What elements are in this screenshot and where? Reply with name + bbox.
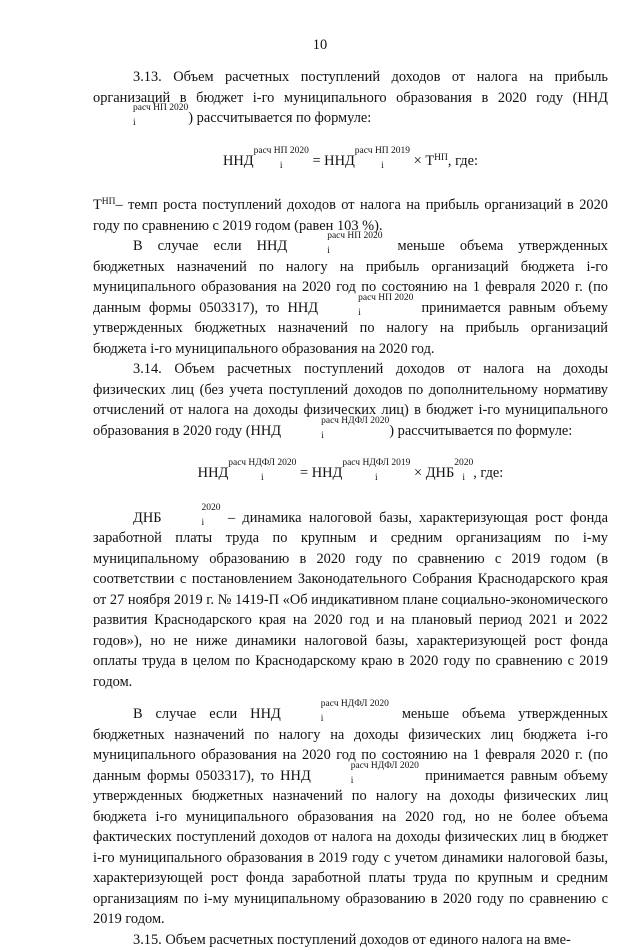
page-number: 10 (0, 35, 640, 56)
document-body (93, 67, 608, 950)
formula-ndfl: ННД расч НДФЛ 2020 i = ННД расч НДФЛ 2019 i × ДНБ 2020 i , где: (93, 463, 608, 484)
index-stack: расч НП 2020 i (93, 108, 188, 126)
section-3-15-intro: 3.15. Объем расчетных поступлений доходов от единого налога на вме- (93, 930, 608, 950)
section-3-14-intro: 3.14. Объем расчетных поступлений доходов от налога на доходы физических лиц (без учета поступлений доходов по дополнительному нормативу отчислений от налога на доходы физических лиц) в бюджет i-го муниципального образования в 2020 году (ННД расч НДФЛ 2020 i ) рассчитывается по формуле: (93, 359, 608, 441)
definition-t-np: $Т^{НП}-$ темп роста поступлений доходов от налога на прибыль организаций в 2020 году по сравнению с 2019 годом (равен 103 %). (93, 195, 608, 236)
formula-np: ННД расч НП 2020 i = ННД расч НП 2019 i × $Т^{НП}$, где: (93, 151, 608, 172)
section-3-13-intro: 3.13. Объем расчетных поступлений доходов от налога на прибыль организаций в бюджет i-го муниципального образования в 2020 году (ННД расч НП 2020 i ) рассчитывается по формуле: (93, 67, 608, 129)
section-3-13-condition: В случае если ННД расч НП 2020 i меньше объема утвержденных бюджетных назначений по налогу на прибыль организаций бюджета i-го муниципального образования на 2020 год по состоянию на 1 февраля 2020 г. (по данным формы 0503317), то ННД расч НП 2020 i принимается равным объему утвержденных бюджетных назначений по налогу на прибыль организаций бюджета i-го муниципального образования на 2020 год. (93, 236, 608, 359)
definition-dnb: ДНБ 2020 i – динамика налоговой базы, характеризующая рост фонда заработной платы труда по крупным и средним организациям по i-му муниципальному образованию в 2020 году по сравнению с 2019 годом (в соответствии с постановлением Законодательного Собрания Краснодарского края от 27 ноября 2019 г. № 1419-П «Об индикативном плане социально-экономического развития Краснодарского края на 2020 год и на плановый период 2021 и 2022 годов»), но не ниже динамики налоговой базы, характеризующей рост фонда оплаты труда в целом по Краснодарскому краю в 2020 году по сравнению с 2019 годом. (93, 508, 608, 693)
section-3-14-condition: В случае если ННД расч НДФЛ 2020 i меньше объема утвержденных бюджетных назначений по налогу на доходы физических лиц бюджета i-го муниципального образования на 2020 год по состоянию на 1 февраля 2020 г. (по данным формы 0503317), то ННД расч НДФЛ 2020 i принимается равным объему утвержденных бюджетных назначений по налогу на доходы физических лиц бюджета i-го муниципального образования на 2020 год, но не более объема фактических поступлений доходов от налога на доходы физических лиц в бюджет i-го муниципального образования в 2019 году с учетом динамики налоговой базы, характеризующей рост фонда заработной платы труда по крупным и средним организациям по i-му муниципальному образованию в 2020 году по сравнению с 2019 годом. (93, 704, 608, 930)
